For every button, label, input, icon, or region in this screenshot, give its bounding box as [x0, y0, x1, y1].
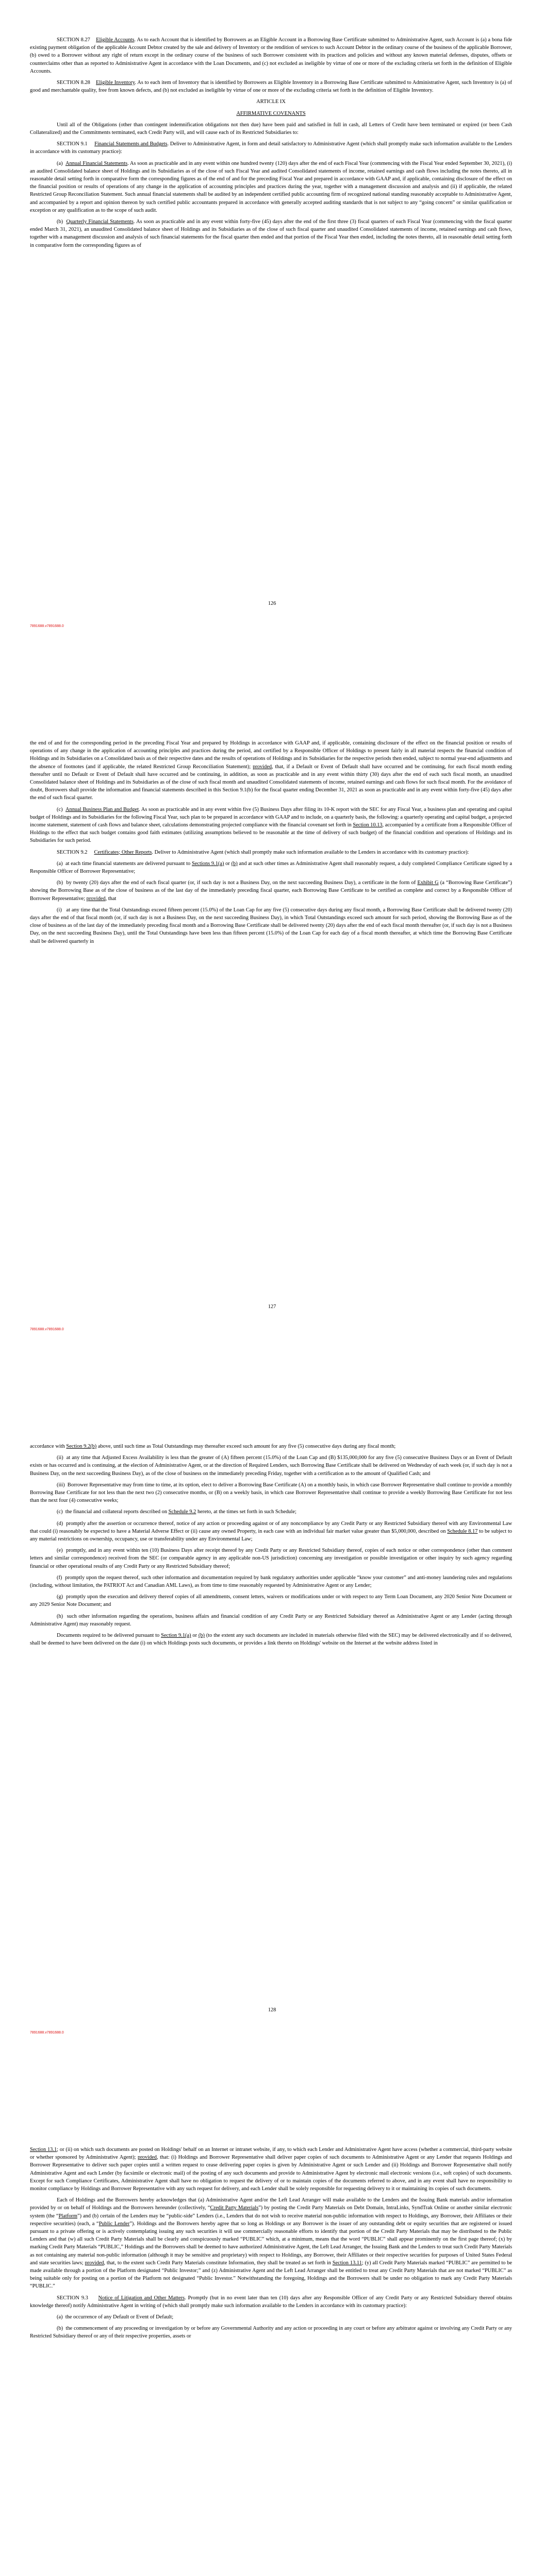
paragraph: SECTION 8.27 Eligible Accounts. As to each Account that is identified by Borrowers as an Eligible Account in a Borrowing Base Certificate submitted to Administrative Agent, such Account is (a) a bona fide existing payment obligation of the applicable Account Debtor created by the sale and delivery of Inventory or the rendition of services to such Account Debtor in the ordinary course of the business of the applicable Borrower, (b) owed to a Borrower without any right of return except in the ordinary course of the business of such Borrower consistent with its practices and policies and without any known material defenses, disputes, offsets or counterclaims other than as reported to Administrative Agent in accordance with the Loan Documents, and (c) not excluded as ineligible by virtue of one or more of the excluding criteria set forth in the definition of Eligible Accounts.: [30, 37, 513, 74]
paragraph: AFFIRMATIVE COVENANTS: [236, 110, 306, 116]
paragraph: SECTION 9.1 Financial Statements and Budgets. Deliver to Administrative Agent, in form and detail satisfactory to Administrative Agent (which shall promptly make such information available to the Lenders in accordance with its customary practice):: [30, 141, 512, 155]
page: [0, 1406, 544, 2110]
paragraph: (e) promptly, and in any event within ten (10) Business Days after receipt thereof by any Credit Party or any Restricted Subsidiary thereof, copies of each notice or other correspondence (other than comment letters and similar correspondence) received from the SEC (or comparable agency in any applicable non-US jurisdiction) concerning any investigation or possible investigation or other inquiry by such agency regarding financial or other operational results of any Credit Party or any Restricted Subsidiary thereof;: [30, 1548, 512, 1569]
paragraph: SECTION 9.3 Notice of Litigation and Other Matters. Promptly (but in no event later than ten (10) days after any Responsible Officer of any Credit Party or any Restricted Subsidiary thereof obtains knowledge thereof) notify Administrative Agent in writing of (which shall promptly make such information available to the Lenders in accordance with its customary practice):: [30, 2295, 512, 2309]
page-number: 127: [268, 1304, 276, 1310]
paragraph: (c) Annual Business Plan and Budget. As soon as practicable and in any event within five (5) Business Days after filing its 10-K report with the SEC for any Fiscal Year, a business plan and operating and capital budget of Holdings and its Subsidiaries for the following Fiscal Year, such plan to be prepared in accordance with GAAP and to include, on a quarterly basis, the following: a quarterly operating and capital budget, a projected income statement, statement of cash flows and balance sheet, calculations demonstrating projected compliance with the financial covenant set forth in Section 10.13, accompanied by a certificate from a Responsible Officer of Holdings to the effect that such budget contains good faith estimates (utilizing assumptions believed to be reasonable at the time of delivery of such budget) of the financial condition and operations of Holdings and its Subsidiaries for such period.: [30, 806, 512, 844]
page-body: [30, 739, 512, 949]
paragraph: Until all of the Obligations (other than contingent indemnification obligations not then due) have been paid and satisfied in full in cash, all Letters of Credit have been terminated or expired (or been Cash Collateralized) and the Commitments terminated, each Credit Party will, and will cause each of its Restricted Subsidiaries to:: [30, 122, 512, 136]
paragraph: (g) promptly upon the execution and delivery thereof copies of all amendments, consent letters, waivers or modifications under or with respect to any Term Loan Document, any 2020 Senior Note Document or any 2029 Senior Note Document; and: [30, 1594, 512, 1608]
paragraph: SECTION 8.28 Eligible Inventory. As to each item of Inventory that is identified by Borrowers as Eligible Inventory in a Borrowing Base Certificate submitted to Administrative Agent, such Inventory is (a) of good and merchantable quality, free from known defects, and (b) not excluded as ineligible by virtue of one or more of the excluding criteria set forth in the definition of Eligible Inventory.: [30, 80, 513, 94]
paragraph: Section 13.1; or (ii) on which such documents are posted on Holdings' behalf on an Internet or intranet website, if any, to which each Lender and Administrative Agent have access (whether a commercial, third-party website or whether sponsored by Administrative Agent); provided, that: (i) Holdings and Borrower Representative shall deliver paper copies of such documents to Administrative Agent or any Lender that requests Holdings and Borrower Representative to deliver such paper copies until a written request to cease delivering paper copies is given by Administrative Agent or such Lender and (ii) Holdings and Borrower Representative shall notify Administrative Agent and each Lender (by facsimile or electronic mail) of the posting of any such documents and provide to Administrative Agent by electronic mail electronic versions (i.e., soft copies) of such documents. Except for such Compliance Certificates, Administrative Agent shall have no obligation to request the delivery of or to maintain copies of the documents referred to above, and in any event shall have no responsibility to monitor compliance by Holdings and Borrower Representative with any such request for delivery, and each Lender shall be solely responsible for requesting delivery to it or maintaining its copies of such documents.: [30, 2147, 512, 2192]
paragraph: Each of Holdings and the Borrowers hereby acknowledges that (a) Administrative Agent and/or the Left Lead Arranger will make available to the Lenders and the Issuing Bank materials and/or information provided by or on behalf of Holdings and the Borrowers hereunder (collectively, “Credit Party Materials”) by posting the Credit Party Materials on Debt Domain, IntraLinks, SyndTrak Online or another similar electronic system (the “Platform”) and (b) certain of the Lenders may be “public-side” Lenders (i.e., Lenders that do not wish to receive material non-public information with respect to Holdings, any Borrower, their Affiliates or their respective securities) (each, a “Public Lender”). Holdings and the Borrowers hereby agree that so long as Holdings or any Borrower is the issuer of any outstanding debt or equity securities that are registered or issued pursuant to a private offering or is actively contemplating issuing any such securities it will use commercially reasonable efforts to identify that portion of the Credit Party Materials that may be distributed to the Public Lenders and that (w) all such Credit Party Materials shall be clearly and conspicuously marked “PUBLIC” which, at a minimum, means that the word “PUBLIC” shall appear prominently on the first page thereof; (x) by marking Credit Party Materials “PUBLIC,” Holdings and the Borrowers shall be deemed to have authorized Administrative Agent, the Left Lead Arranger, the Issuing Bank and the Lenders to treat such Credit Party Materials as not containing any material non-public information (although it may be sensitive and proprietary) with respect to Holdings, any Borrower, their Affiliates or their respective securities for purposes of United States Federal and state securities laws; provided, that, to the extent such Credit Party Materials constitute Information, they shall be treated as set forth in Section 13.11; (y) all Credit Party Materials marked “PUBLIC” are permitted to be made available through a portion of the Platform designated “Public Investor;” and (z) Administrative Agent and the Left Lead Arranger shall be entitled to treat any Credit Party Materials that are not marked “PUBLIC” as being suitable only for posting on a portion of the Platform not designated “Public Investor.” Notwithstanding the foregoing, Holdings and the Borrowers shall be under no obligation to mark any Credit Party Materials “PUBLIC.”: [30, 2197, 513, 2290]
paragraph: (f) promptly upon the request thereof, such other information and documentation required by bank regulatory authorities under applicable “know your customer” and anti-money laundering rules and regulations (including, without limitation, the PATRIOT Act and Canadian AML Laws), as from time to time reasonably requested by Administrative Agent or any Lender;: [30, 1574, 512, 1589]
document-id: 7891688.v7891688.0: [30, 2031, 64, 2035]
document-id: 7891688.v7891688.0: [30, 1328, 64, 1331]
page-body: [30, 36, 512, 253]
paragraph: (ii) at any time that Adjusted Excess Availability is less than the greater of (A) fifteen percent (15.0%) of the Loan Cap and (B) $135,000,000 for any five (5) consecutive Business Days or an Event of Default exists or has occurred and is continuing, at the election of Administrative Agent, or at the direction of Required Lenders, such Borrowing Base Certificate shall be delivered on Wednesday of each week (or, if such day is not a Business Day, on the next succeeding Business Day), as of the close of business on the immediately preceding Friday, together with a certification as to the amount of Qualified Cash; and: [30, 1455, 512, 1477]
page: [0, 0, 544, 703]
paragraph: (iii) Borrower Representative may from time to time, at its option, elect to deliver a Borrowing Base Certificate (A) on a monthly basis, in which case Borrower Representative shall continue to provide a monthly Borrowing Base Certificate for not less than the next two (2) consecutive months, or (B) on a weekly basis, in which case Borrower Representative shall continue to provide a weekly Borrowing Base Certificate for not less than the next four (4) consecutive weeks;: [30, 1482, 512, 1504]
page: [0, 2110, 544, 2576]
page-number: 126: [268, 601, 276, 606]
page-body: [30, 2146, 512, 2344]
paragraph: (b) the commencement of any proceeding or investigation by or before any Governmental Authority and any action or proceeding in any court or before any arbitrator against or involving any Credit Party or any Restricted Subsidiary thereof or any of their respective properties, assets or: [30, 2326, 512, 2340]
paragraph: (i) at any time that the Total Outstandings exceed fifteen percent (15.0%) of the Loan Cap for any five (5) consecutive days during any fiscal month, a Borrowing Base Certificate shall be delivered twenty (20) days after the end of that fiscal month (or, if such day is not a Business Day, on the next succeeding Business Day), in which Total Outstandings exceed such amount for such period, showing the Borrowing Base as of the close of business as of the last day of the immediately preceding fiscal month and a Borrowing Base Certificate shall be delivered twenty (20) days after the end of each fiscal month thereafter (or, if such day is not a Business Day, on the next succeeding Business Day), until the Total Outstandings have been less than fifteen percent (15.0%) of the Loan Cap for each day of a fiscal month thereafter, at which time the Borrowing Base Certificate shall be delivered quarterly in: [30, 907, 512, 944]
paragraph: (a) at each time financial statements are delivered pursuant to Sections 9.1(a) or (b) and at such other times as Administrative Agent shall reasonably request, a duly completed Compliance Certificate signed by a Responsible Officer of Borrower Representative;: [30, 860, 512, 875]
paragraph: (b) Quarterly Financial Statements. As soon as practicable and in any event within forty-five (45) days after the end of the first three (3) fiscal quarters of each Fiscal Year (commencing with the fiscal quarter ended March 31, 2021), an unaudited Consolidated balance sheet of Holdings and its Subsidiaries as of the close of such fiscal quarter and unaudited Consolidated statements of income, retained earnings and cash flows, together with a management discussion and analysis of such financial statements for the fiscal quarter then ended and that portion of the Fiscal Year then ended, including the notes thereto, all in reasonable detail setting forth in comparative form the corresponding figures as of: [30, 219, 512, 248]
paragraph: the end of and for the corresponding period in the preceding Fiscal Year and prepared by Holdings in accordance with GAAP and, if applicable, containing disclosure of the effect on the financial position or results of operations of any change in the application of accounting principles and practices during the period, and certified by a Responsible Officer of Holdings to present fairly in all material respects the financial condition of Holdings and its Subsidiaries on a Consolidated basis as of their respective dates and the results of operations of Holdings and its Subsidiaries for the respective periods then ended, subject to normal year-end adjustments and the absence of footnotes (and if applicable, the related Restricted Group Reconciliation Statement); provided, that, if a Default or Event of Default shall have occurred and be continuing, for each fiscal month ending thereafter until no Default or Event of Default shall have occurred and be continuing, in addition, as soon as practicable and in any event within thirty (30) days after the end of each such fiscal month, an unaudited Consolidated balance sheet of Holdings and its Subsidiaries as of the close of such fiscal month and unaudited Consolidated statements of income, retained earnings and cash flows for such fiscal month. For the avoidance of doubt, Borrowers shall provide the information and financial statements described in this Section 9.1(b) for the fiscal quarter ending December 31, 2021 as soon as practicable and in any event within forty-five (45) days after the end of such fiscal quarter.: [30, 740, 512, 801]
paragraph: accordance with Section 9.2(b) above, until such time as Total Outstandings may thereafter exceed such amount for any five (5) consecutive days during any fiscal month;: [30, 1444, 396, 1449]
paragraph: (b) by twenty (20) days after the end of each fiscal quarter (or, if such day is not a Business Day, on the next succeeding Business Day), a certificate in the form of Exhibit G (a “Borrowing Base Certificate”) showing the Borrowing Base as of the close of business as of the last day of the immediately preceding fiscal quarter, each Borrowing Base Certificate to be certified as complete and correct by a Responsible Officer of Borrower Representative; provided, that: [30, 880, 512, 902]
paragraph: Documents required to be delivered pursuant to Section 9.1(a) or (b) (to the extent any such documents are included in materials otherwise filed with the SEC) may be delivered electronically and if so delivered, shall be deemed to have been delivered on the date (i) on which Holdings posts such documents, or provides a link thereto on Holdings' website on the Internet at the website address listed in: [30, 1633, 512, 1647]
page-number: 128: [268, 2007, 276, 2013]
paragraph: (c) the financial and collateral reports described on Schedule 9.2 hereto, at the times set forth in such Schedule;: [57, 1509, 296, 1515]
paragraph: (h) such other information regarding the operations, business affairs and financial condition of any Credit Party or any Restricted Subsidiary thereof as Administrative Agent or any Lender (acting through Administrative Agent) may reasonably request.: [30, 1613, 512, 1627]
paragraph: (a) the occurrence of any Default or Event of Default;: [57, 2314, 174, 2320]
document-id: 7891688.v7891688.0: [30, 624, 64, 628]
page-body: [30, 1443, 512, 1651]
paragraph: SECTION 9.2 Certificates; Other Reports. Deliver to Administrative Agent (which shall promptly make such information available to the Lenders in accordance with its customary practice):: [57, 849, 469, 855]
page: [0, 703, 544, 1406]
paragraph: (d) promptly after the assertion or occurrence thereof, notice of any action or proceeding against or of any noncompliance by any Credit Party or any Restricted Subsidiary thereof with any Environmental Law that could (i) reasonably be expected to have a Material Adverse Effect or (ii) cause any owned Property, in each case with an individual fair market value greater than $5,000,000, described on Schedule 8.17 to be subject to any material restrictions on ownership, occupancy, use or transferability under any Environmental Law;: [30, 1520, 512, 1543]
paragraph: (a) Annual Financial Statements. As soon as practicable and in any event within one hundred twenty (120) days after the end of each Fiscal Year (commencing with the Fiscal Year ended September 30, 2021), (i) an audited Consolidated balance sheet of Holdings and its Subsidiaries as of the close of such Fiscal Year and audited Consolidated statements of income, retained earnings and cash flows including the notes thereto, all in reasonable detail setting forth in comparative form the corresponding figures as of the end of and for the preceding Fiscal Year and prepared in accordance with GAAP and, if applicable, containing disclosure of the effect on the financial position or results of operations of any change in the application of accounting principles and practices during the year, together with a management discussion and analysis and (ii) if applicable, the related Restricted Group Reconciliation Statement. Such annual financial statements shall be audited by an independent certified public accounting firm of recognized national standing reasonably acceptable to Administrative Agent, and accompanied by a report and opinion thereon by such certified public accountants prepared in accordance with generally accepted auditing standards that is not subject to any “going concern” or similar qualification or exception or any qualification as to the scope of such audit.: [30, 160, 513, 213]
paragraph: ARTICLE IX: [256, 99, 286, 105]
